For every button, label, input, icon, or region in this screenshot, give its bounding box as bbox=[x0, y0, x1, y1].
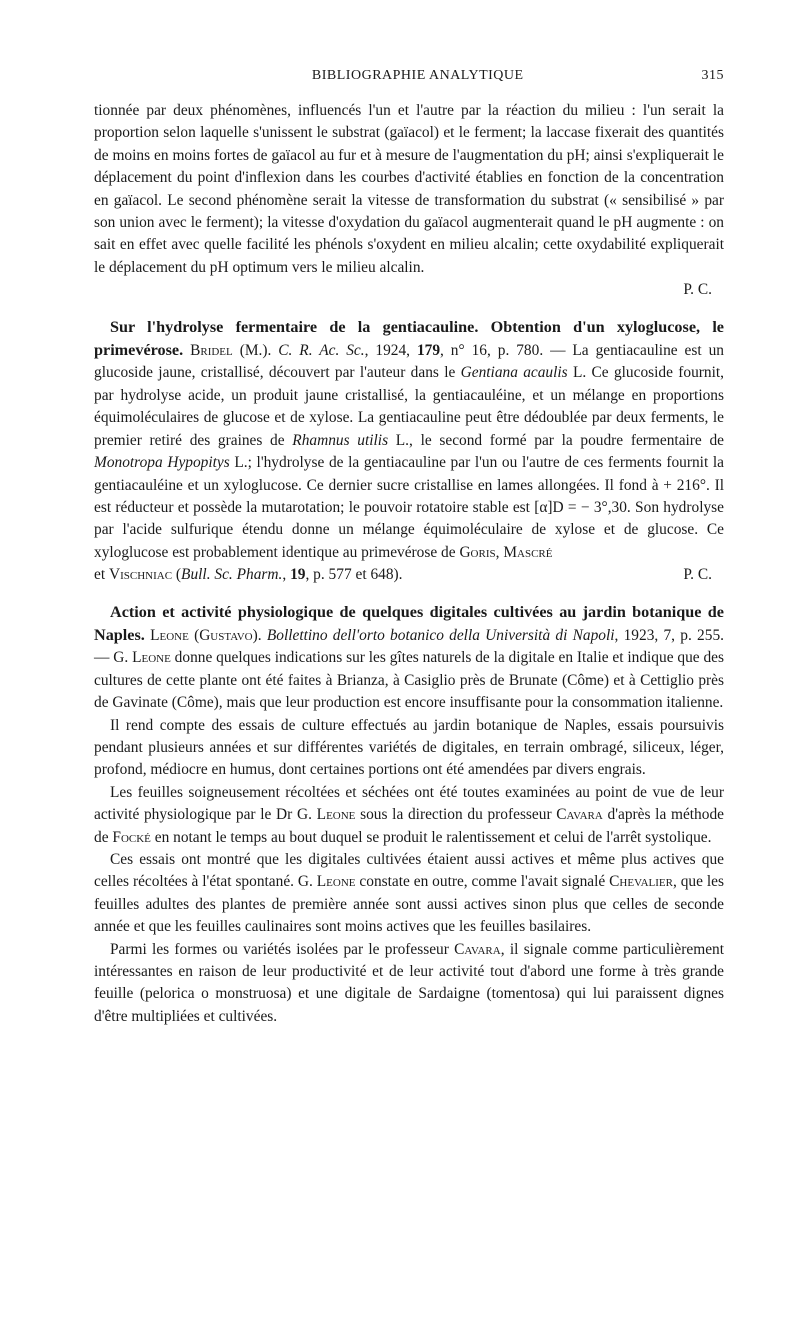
journal-name: Bollettino dell'orto botanico della Università di Napoli bbox=[266, 626, 615, 644]
body-text: constate en outre, comme l'avait signalé bbox=[359, 873, 606, 891]
body-text: donne quelques indications sur les gîtes naturels de la digitale en Italie et indique que des cultures de cette plante ont été faites à Brianza, à Casiglio près de Brunate (Côme) et à Cettiglio près de Gavinate (Côme), mais que leur production est encore insuffisante pour la consommation italienne. bbox=[94, 649, 724, 712]
cited-author: Vischniac bbox=[108, 566, 173, 584]
body-text: Parmi les formes ou variétés isolées par le professeur bbox=[110, 940, 449, 958]
cited-author: Goris bbox=[459, 543, 496, 561]
year: , 1924, bbox=[364, 342, 410, 360]
abstract-gentiacauline bbox=[94, 316, 724, 587]
author-first-name: (Gustavo). bbox=[194, 626, 262, 644]
citation: , 1923, 7, p. 255. — bbox=[94, 626, 724, 667]
author-name: Leone bbox=[132, 649, 171, 667]
volume: 179 bbox=[416, 342, 441, 360]
continuation-signature bbox=[94, 279, 724, 301]
reference bbox=[94, 564, 403, 586]
body-text: Ces essais ont montré que les digitales cultivées étaient aussi actives et même plus actives que celles récoltées à l'état spontané. G. bbox=[94, 851, 724, 891]
separator: , bbox=[282, 566, 287, 584]
species-name: Rhamnus utilis bbox=[292, 431, 389, 449]
page bbox=[94, 68, 724, 1028]
journal-name: C. R. Ac. Sc. bbox=[278, 342, 365, 360]
paragraph bbox=[94, 782, 724, 849]
species-name: Gentiana acaulis bbox=[460, 364, 568, 382]
cited-author: Chevalier bbox=[609, 873, 673, 891]
signature-text: P. C. bbox=[683, 281, 712, 299]
separator: ( bbox=[175, 566, 182, 584]
author-initial: G. bbox=[113, 649, 129, 667]
separator: , bbox=[495, 543, 500, 561]
cited-author: Leone bbox=[316, 806, 356, 824]
cited-author: Mascré bbox=[503, 543, 553, 561]
abstract-signature: P. C. bbox=[683, 566, 712, 584]
abstract-body bbox=[94, 316, 724, 564]
reference-journal: Bull. Sc. Pharm. bbox=[181, 566, 283, 584]
body-text: , que les feuilles adultes des plantes de première année sont aussi actives sinon plus que celles de seconde année et que les feuilles caulinaires sont moins actives que les feuilles basilaires. bbox=[94, 873, 724, 936]
abstract-digitales bbox=[94, 601, 724, 1029]
body-text: sous la direction du professeur bbox=[360, 806, 552, 824]
species-name: Monotropa Hypopitys bbox=[94, 454, 230, 472]
page-number: 315 bbox=[701, 68, 724, 83]
abstract-title: Action et activité physiologique de quelques digitales cultivées au jardin botanique de Naples. bbox=[94, 602, 724, 644]
paragraph bbox=[94, 939, 724, 1029]
cited-author: Leone bbox=[316, 873, 356, 891]
cited-author: Focké bbox=[112, 828, 151, 846]
body-text: L., le second formé par la poudre fermentaire de bbox=[395, 431, 724, 449]
author-initial: (M.). bbox=[239, 342, 272, 360]
separator: et bbox=[94, 566, 106, 584]
body-text: Les feuilles soigneusement récoltées et séchées ont été toutes examinées au point de vue de leur activité physiologique par le Dr G. bbox=[94, 783, 724, 824]
body-text: , n° 16, p. 780. — La gentiacauline est un glucoside jaune, cristallisé, découvert par l'auteur dans le bbox=[94, 342, 724, 382]
cited-author: Cavara bbox=[454, 940, 501, 958]
body-text: , il signale comme particulièrement intéressantes en raison de leur productivité et de leur activité tout d'abord une forme à très grande feuille (pelorica o monstruosa) et une digitale de Sardaigne (tomentosa) qui lui paraissent dignes d'être multipliées et cultivées. bbox=[94, 940, 724, 1025]
author-name: Leone bbox=[150, 626, 189, 644]
body-text: en notant le temps au bout duquel se produit le ralentissement et celui de l'arrêt systolique. bbox=[154, 828, 712, 846]
reference-volume: 19 bbox=[290, 566, 306, 584]
abstract-tail bbox=[94, 564, 724, 586]
body-text: d'après la méthode de bbox=[94, 806, 724, 846]
author-name: Bridel bbox=[190, 342, 233, 360]
continuation-text: tionnée par deux phénomènes, influencés l'un et l'autre par la réaction du milieu : l'un serait la proportion selon laquelle s'unissent le substrat (gaïacol) et le ferment; la laccase fixerait des quantités de moins en moins fortes de gaïacol au fur et à mesure de l'augmentation du pH; ainsi s'expliquerait le déplacement du point d'inflexion dans les courbes d'activité établies en fonction de la concentration en gaïacol. Le second phénomène serait la vitesse de transformation du substrat (« sensibilisé » par son union avec le ferment); la vitesse d'oxydation du gaïacol augmenterait quand le pH augmente : on sait en effet avec quelle facilité les phénols s'oxydent en milieu alcalin; cette oxydabilité expliquerait le déplacement du pH optimum vers le milieu alcalin. bbox=[94, 102, 724, 276]
cited-author: Cavara bbox=[556, 806, 603, 824]
reference-pages: , p. 577 et 648). bbox=[305, 566, 403, 584]
abstract-body bbox=[94, 601, 724, 715]
paragraph bbox=[94, 849, 724, 939]
abstract-title: Sur l'hydrolyse fermentaire de la gentiacauline. Obtention d'un xyloglucose, le primevérose. bbox=[94, 317, 724, 360]
running-title: BIBLIOGRAPHIE ANALYTIQUE bbox=[311, 68, 524, 83]
continuation-block bbox=[94, 100, 724, 302]
body-text: L.; l'hydrolyse de la gentiacauline par l'un ou l'autre de ces ferments fournit la gentiacauléine et un xyloglucose. Ce dernier sucre cristallise en lames allongées. Il fond à + 216°. Il est réducteur et possède la mutarotation; le pouvoir rotatoire stable est [α]D = − 3°,30. Son hydrolyse par l'acide sulfurique étendu donne un mélange équimoléculaire de xylose et de glucose. Ce xyloglucose est probablement identique au primevérose de bbox=[94, 454, 724, 561]
paragraph: Il rend compte des essais de culture effectués au jardin botanique de Naples, essais poursuivis pendant plusieurs années et sur différentes variétés de digitales, en terrain ombragé, siliceux, léger, profond, médiocre en humus, dont certaines portions ont été amendées par divers engrais. bbox=[94, 716, 724, 779]
body-text: L. Ce glucoside fournit, par hydrolyse acide, un produit jaune cristallisé, la gentiacauléine, et un mélange en proportions équimoléculaires de glucose et de xylose. La gentiacauline peut être dédoublée par deux ferments, le premier retiré des graines de bbox=[94, 364, 724, 449]
running-header bbox=[94, 68, 724, 90]
